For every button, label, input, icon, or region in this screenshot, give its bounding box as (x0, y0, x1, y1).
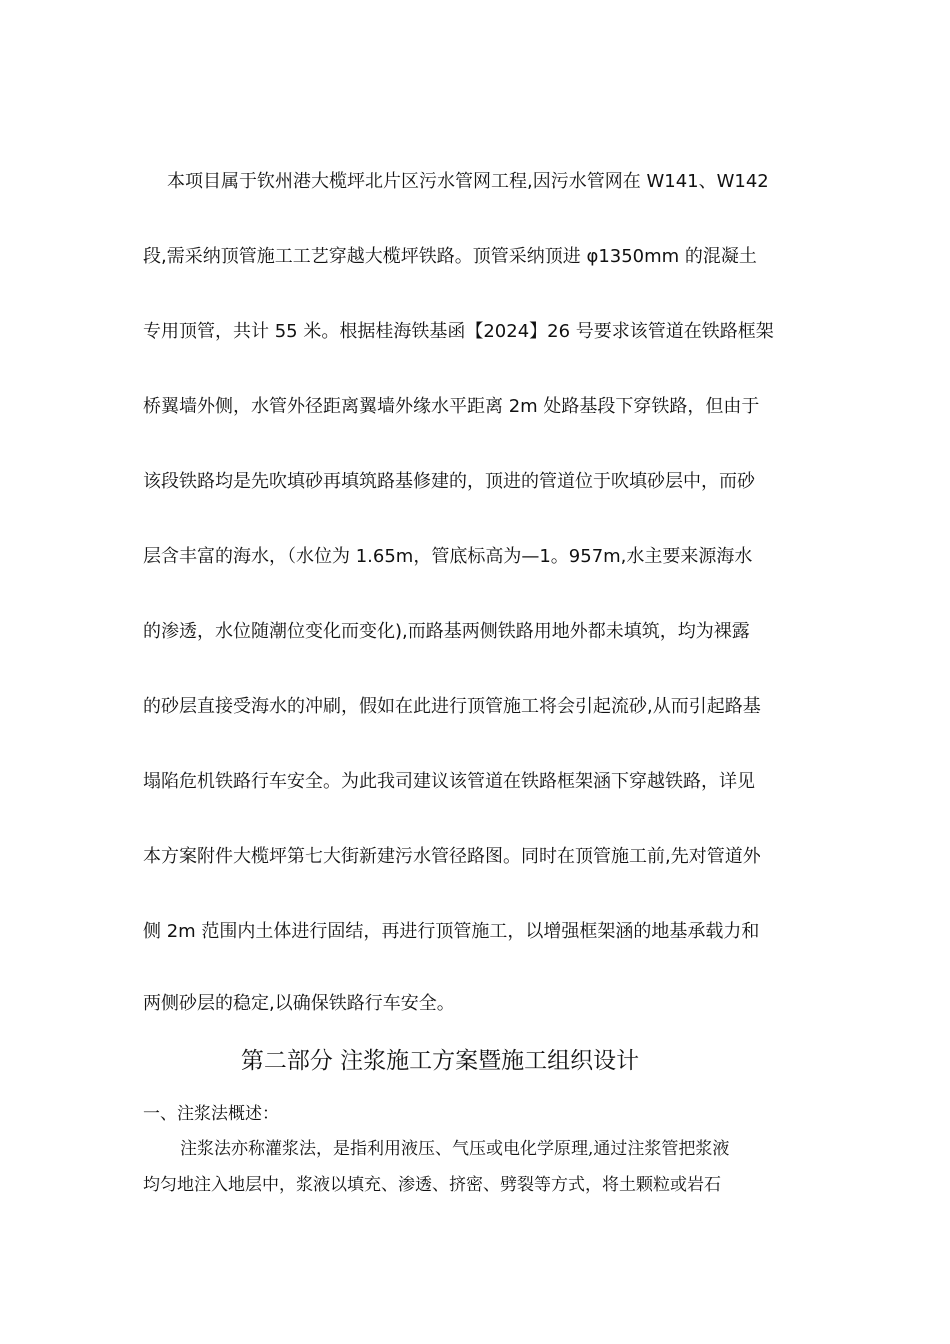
intro-line-8: 的砂层直接受海水的冲刷，假如在此进行顶管施工将会引起流砂,从而引起路基 (143, 696, 761, 717)
section-line-1: 注浆法亦称灌浆法，是指利用液压、气压或电化学原理,通过注浆管把浆液 (180, 1139, 730, 1159)
intro-line-5: 该段铁路均是先吹填砂再填筑路基修建的，顶进的管道位于吹填砂层中，而砂 (143, 471, 755, 492)
intro-line-6: 层含丰富的海水，（水位为 1.65m，管底标高为—1。957m,水主要来源海水 (143, 546, 753, 567)
intro-line-7: 的渗透，水位随潮位变化而变化),而路基两侧铁路用地外都未填筑，均为裸露 (143, 621, 750, 642)
part-heading: 第二部分 注浆施工方案暨施工组织设计 (240, 1048, 640, 1074)
intro-line-2: 段,需采纳顶管施工工艺穿越大榄坪铁路。顶管采纳顶进 φ1350mm 的混凝土 (143, 246, 757, 267)
intro-line-4: 桥翼墙外侧，水管外径距离翼墙外缘水平距离 2m 处路基段下穿铁路，但由于 (143, 396, 760, 417)
intro-line-10: 本方案附件大榄坪第七大街新建污水管径路图。同时在顶管施工前,先对管道外 (143, 846, 761, 867)
intro-line-3: 专用顶管，共计 55 米。根据桂海铁基函【2024】26 号要求该管道在铁路框架 (143, 321, 774, 342)
section-line-2: 均匀地注入地层中，浆液以填充、渗透、挤密、劈裂等方式，将土颗粒或岩石 (143, 1175, 721, 1195)
section-heading: 一、注浆法概述： (143, 1104, 279, 1124)
intro-line-1: 本项目属于钦州港大榄坪北片区污水管网工程,因污水管网在 W141、W142 (167, 171, 769, 192)
intro-line-9: 塌陷危机铁路行车安全。为此我司建议该管道在铁路框架涵下穿越铁路，详见 (143, 771, 755, 792)
intro-line-12: 两侧砂层的稳定,以确保铁路行车安全。 (143, 993, 455, 1014)
intro-line-11: 侧 2m 范围内土体进行固结，再进行顶管施工，以增强框架涵的地基承载力和 (143, 921, 760, 942)
